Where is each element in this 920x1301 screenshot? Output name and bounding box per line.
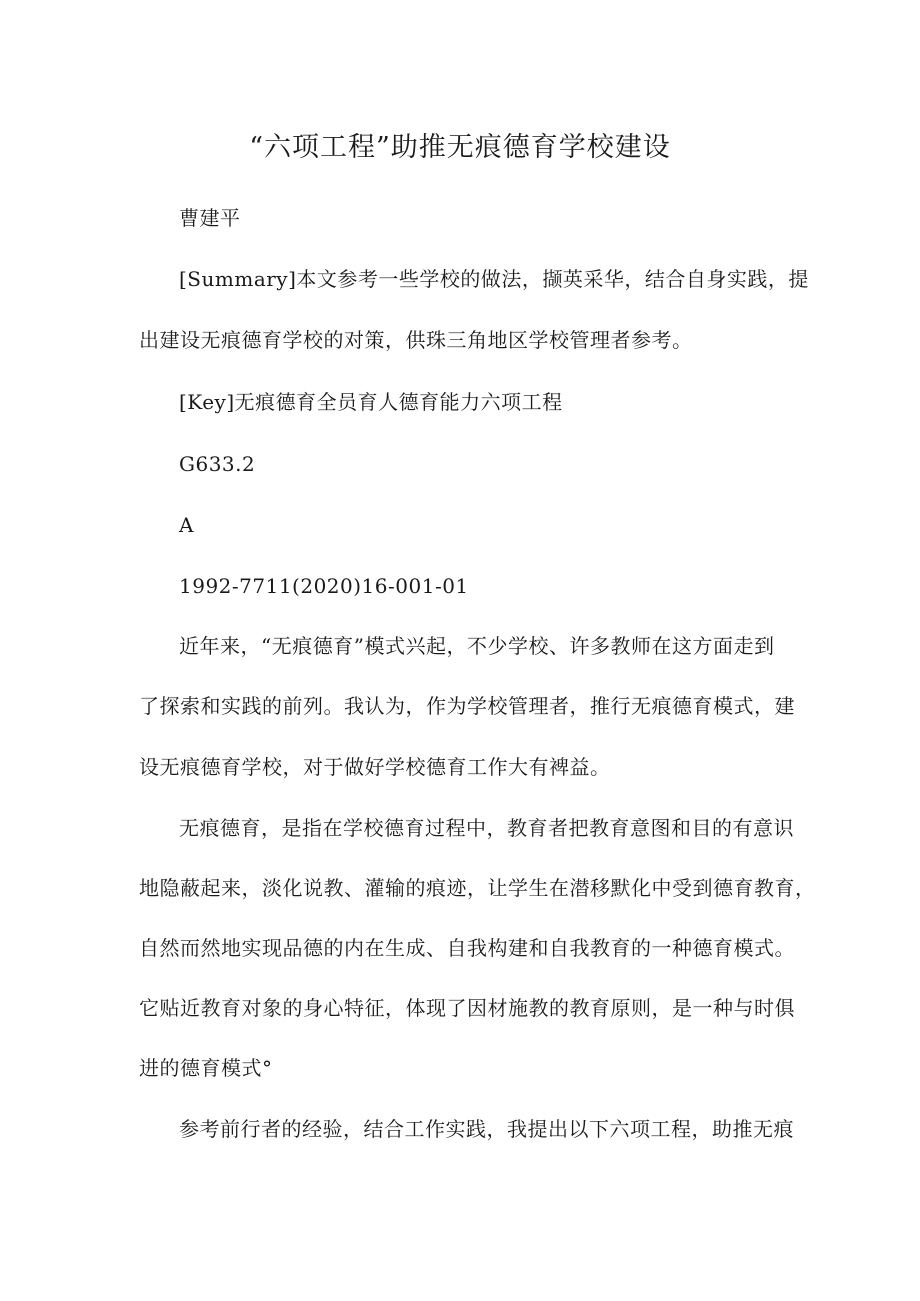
paragraph-1-line-2: 了探索和实践的前列。我认为，作为学校管理者，推行无痕德育模式，建: [139, 694, 795, 718]
paragraph-2-line-4: 它贴近教育对象的身心特征，体现了因材施教的教育原则，是一种与时俱: [139, 996, 795, 1020]
paragraph-2-line-5: 进的德育模式°: [139, 1056, 273, 1080]
paragraph-2-line-2: 地隐蔽起来，淡化说教、灌输的痕迹，让学生在潜移默化中受到德育教育，: [139, 876, 816, 900]
document-title: “六项工程”助推无痕德育学校建设: [249, 132, 671, 163]
paragraph-2-line-1: 无痕德育，是指在学校德育过程中，教育者把教育意图和目的有意识: [179, 816, 794, 840]
document-code: A: [179, 513, 194, 537]
author-name: 曹建平: [179, 206, 241, 230]
classification-number: G633.2: [179, 452, 256, 476]
summary-line-1: [Summary]本文参考一些学校的做法，撷英采华，结合自身实践，提: [179, 267, 809, 291]
paragraph-1-line-3: 设无痕德育学校，对于做好学校德育工作大有裨益。: [139, 755, 611, 779]
paragraph-2-line-3: 自然而然地实现品德的内在生成、自我构建和自我教育的一种德育模式。: [139, 936, 795, 960]
paragraph-1-line-1: 近年来，“无痕德育”模式兴起，不少学校、许多教师在这方面走到: [179, 634, 775, 658]
summary-line-2: 出建设无痕德育学校的对策，供珠三角地区学校管理者参考。: [139, 328, 693, 352]
paragraph-3-line-1: 参考前行者的经验，结合工作实践，我提出以下六项工程，助推无痕: [179, 1117, 794, 1141]
article-number: 1992-7711(2020)16-001-01: [179, 574, 469, 598]
keywords: [Key]无痕德育全员育人德育能力六项工程: [179, 390, 563, 414]
